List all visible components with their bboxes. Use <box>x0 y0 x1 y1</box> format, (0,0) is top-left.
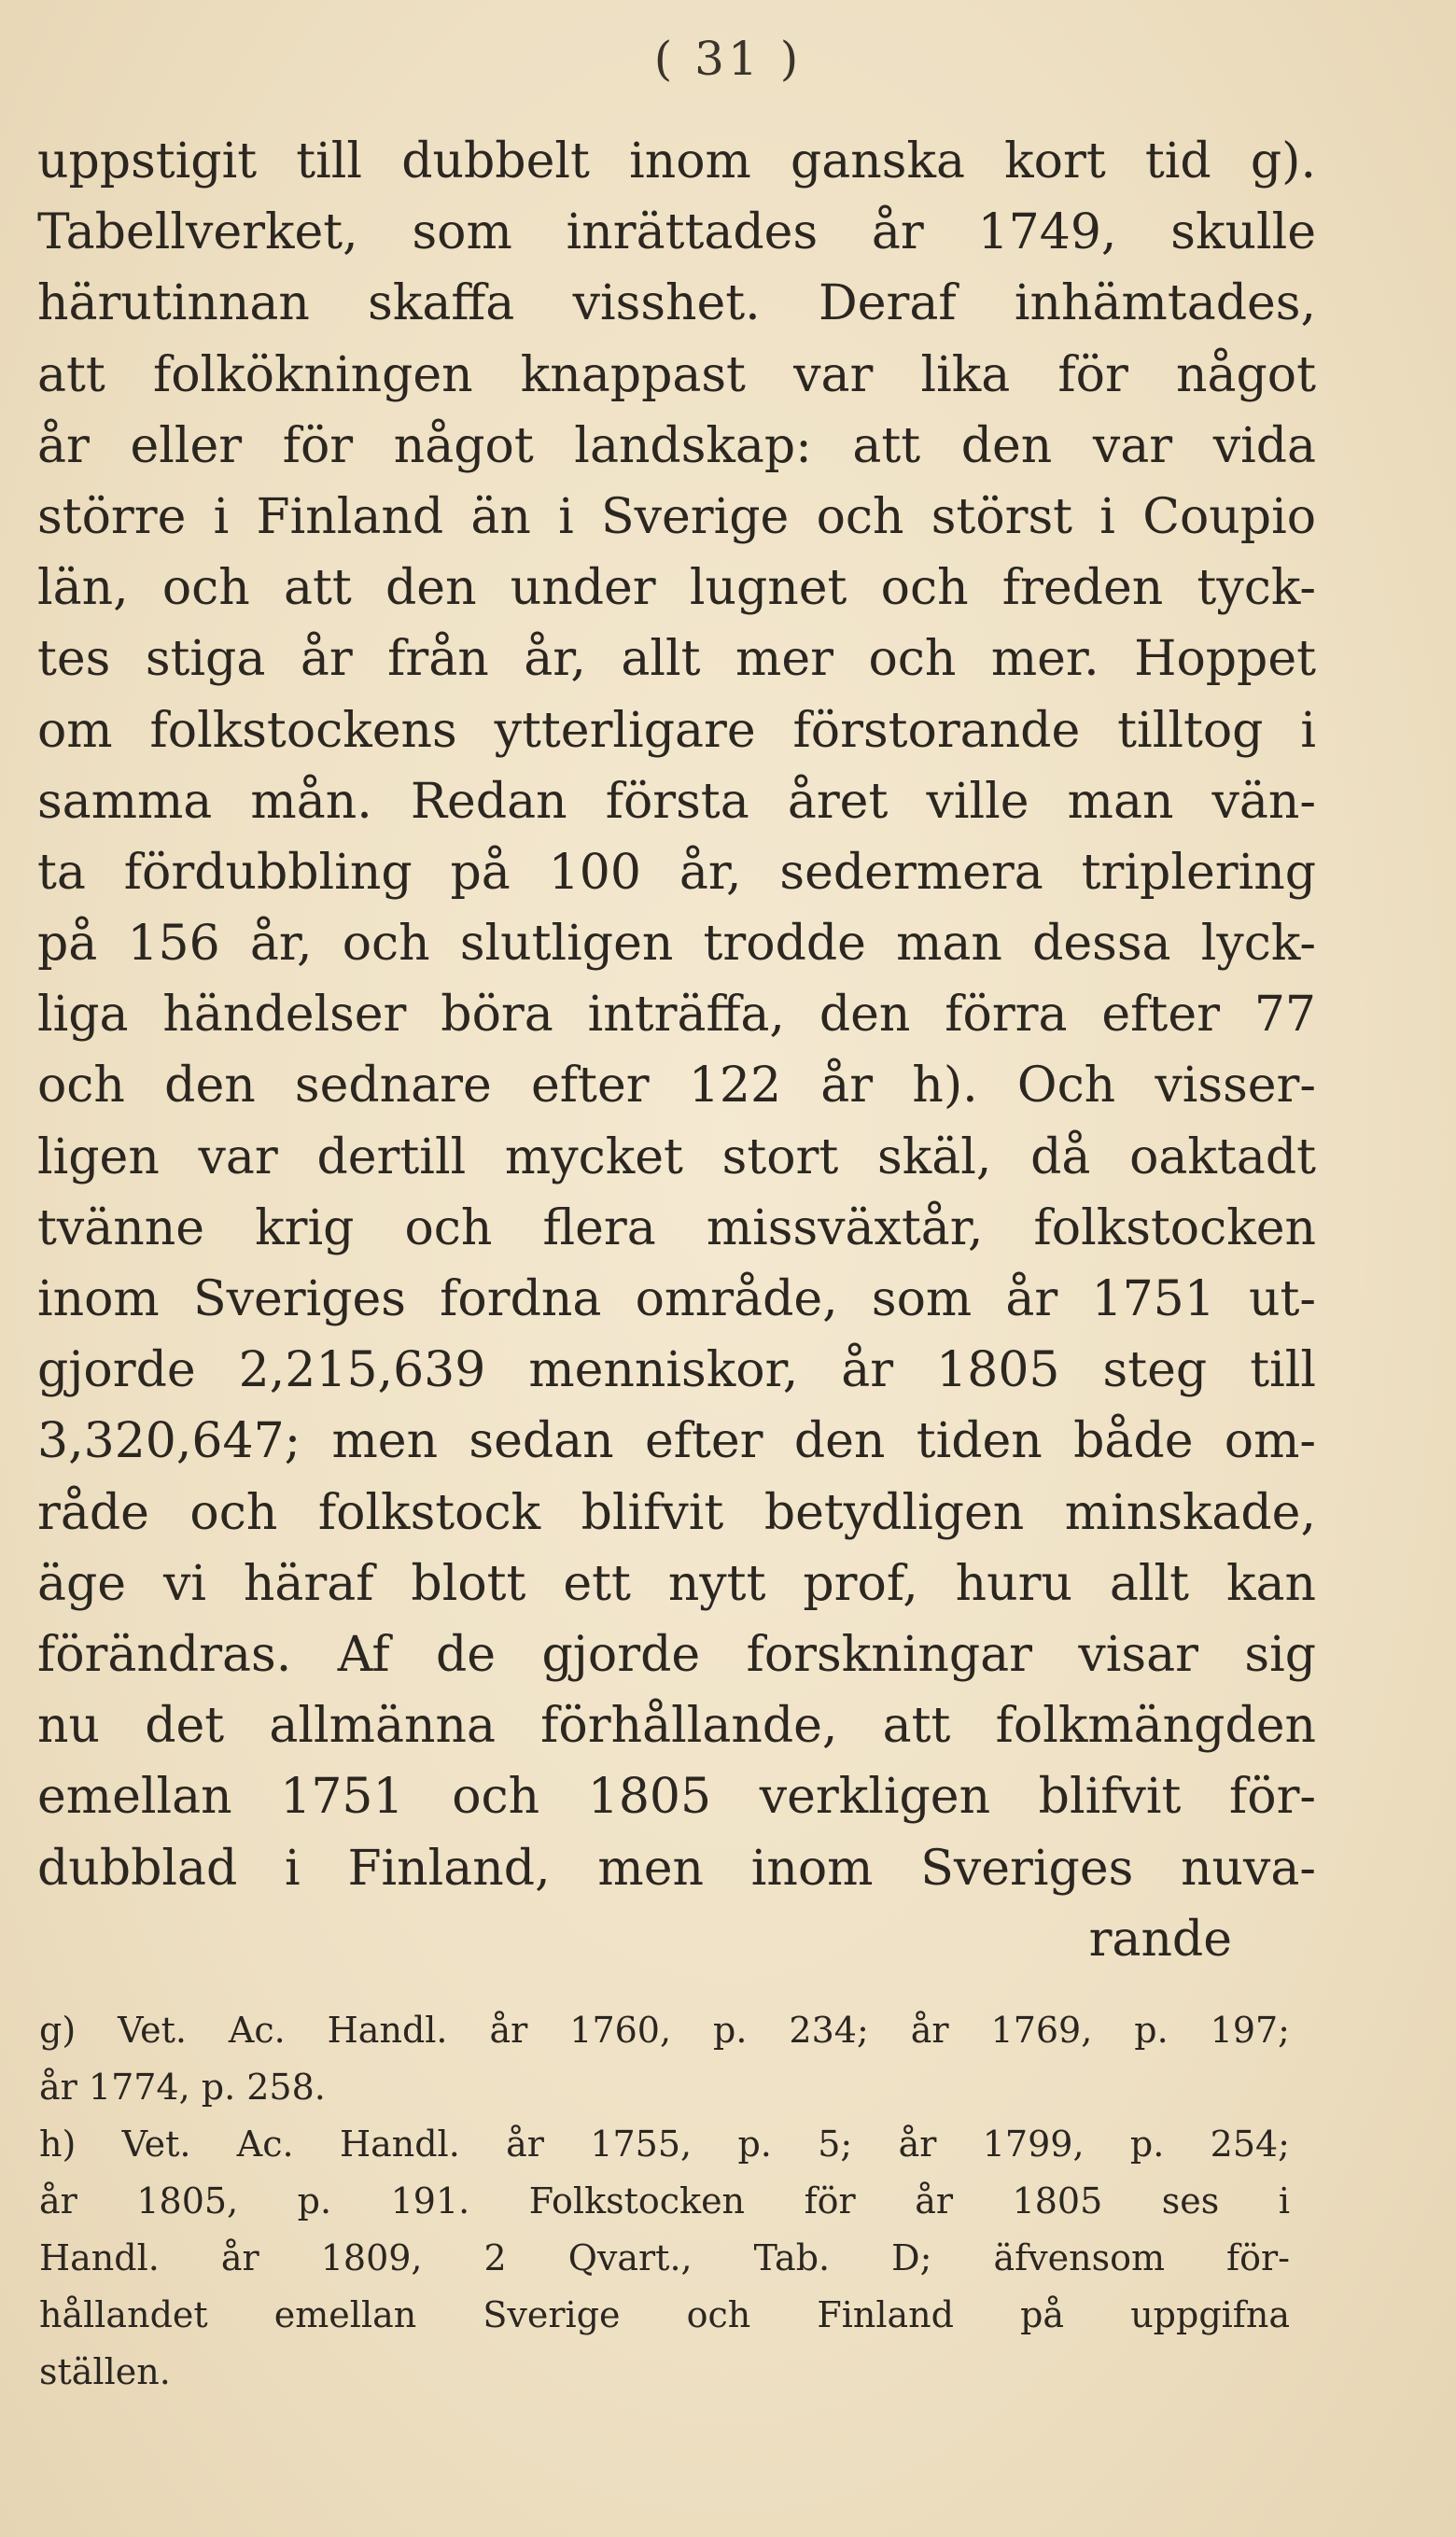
text-line: ligen var dertill mycket stort skäl, då oaktadt <box>37 1128 1316 1185</box>
text-line: ta fördubbling på 100 år, sedermera triplering <box>37 844 1316 901</box>
text-line: gjorde 2,215,639 menniskor, år 1805 steg till <box>37 1342 1316 1399</box>
catchword: rande <box>1088 1911 1232 1968</box>
footnote-line: Handl. år 1809, 2 Qvart., Tab. D; äfvensom för- <box>39 2237 1290 2278</box>
text-line: om folkstockens ytterligare förstorande tilltog i <box>37 702 1316 759</box>
page-number: ( 31 ) <box>653 32 803 86</box>
footnotes <box>39 2002 1290 2401</box>
text-line: emellan 1751 och 1805 verkligen blifvit för- <box>37 1769 1316 1826</box>
text-line: nu det allmänna förhållande, att folkmängden <box>37 1698 1316 1755</box>
text-line: liga händelser böra inträffa, den förra efter 77 <box>37 987 1316 1044</box>
text-line: att folkökningen knappast var lika för något <box>37 346 1316 403</box>
text-line: förändras. Af de gjorde forskningar visar sig <box>37 1626 1316 1683</box>
body-text <box>37 126 1316 1975</box>
text-line: större i Finland än i Sverige och störst i Coupio <box>37 488 1316 545</box>
text-line: län, och att den under lugnet och freden tyck- <box>37 560 1316 617</box>
text-line: samma mån. Redan första året ville man vän- <box>37 773 1316 830</box>
text-line: uppstigit till dubbelt inom ganska kort tid g). <box>37 133 1316 189</box>
text-line: år eller för något landskap: att den var vida <box>37 417 1316 474</box>
text-line: härutinnan skaffa visshet. Deraf inhämtades, <box>37 275 1316 332</box>
text-line: på 156 år, och slutligen trodde man dessa lyck- <box>37 916 1316 973</box>
text-line: dubblad i Finland, men inom Sveriges nuva- <box>37 1840 1316 1897</box>
text-line: 3,320,647; men sedan efter den tiden både om- <box>37 1413 1316 1470</box>
text-line: Tabellverket, som inrättades år 1749, skulle <box>37 204 1316 261</box>
footnote-line: hållandet emellan Sverige och Finland på uppgifna <box>39 2294 1290 2335</box>
text-line: och den sednare efter 122 år h). Och visser- <box>37 1058 1316 1114</box>
text-line: inom Sveriges fordna område, som år 1751 ut- <box>37 1271 1316 1327</box>
text-line: tvänne krig och flera missväxtår, folkstocken <box>37 1199 1316 1256</box>
footnote-line: år 1805, p. 191. Folkstocken för år 1805 ses i <box>39 2180 1290 2222</box>
text-line: råde och folkstock blifvit betydligen minskade, <box>37 1484 1316 1541</box>
footnote-line: h) Vet. Ac. Handl. år 1755, p. 5; år 1799, p. 254; <box>39 2124 1290 2165</box>
text-line: tes stiga år från år, allt mer och mer. Hoppet <box>37 631 1316 688</box>
footnote-line: ställen. <box>39 2351 171 2392</box>
footnote-line: g) Vet. Ac. Handl. år 1760, p. 234; år 1769, p. 197; <box>39 2010 1290 2051</box>
text-line: äge vi häraf blott ett nytt prof, huru allt kan <box>37 1555 1316 1612</box>
footnote-line: år 1774, p. 258. <box>39 2067 326 2108</box>
